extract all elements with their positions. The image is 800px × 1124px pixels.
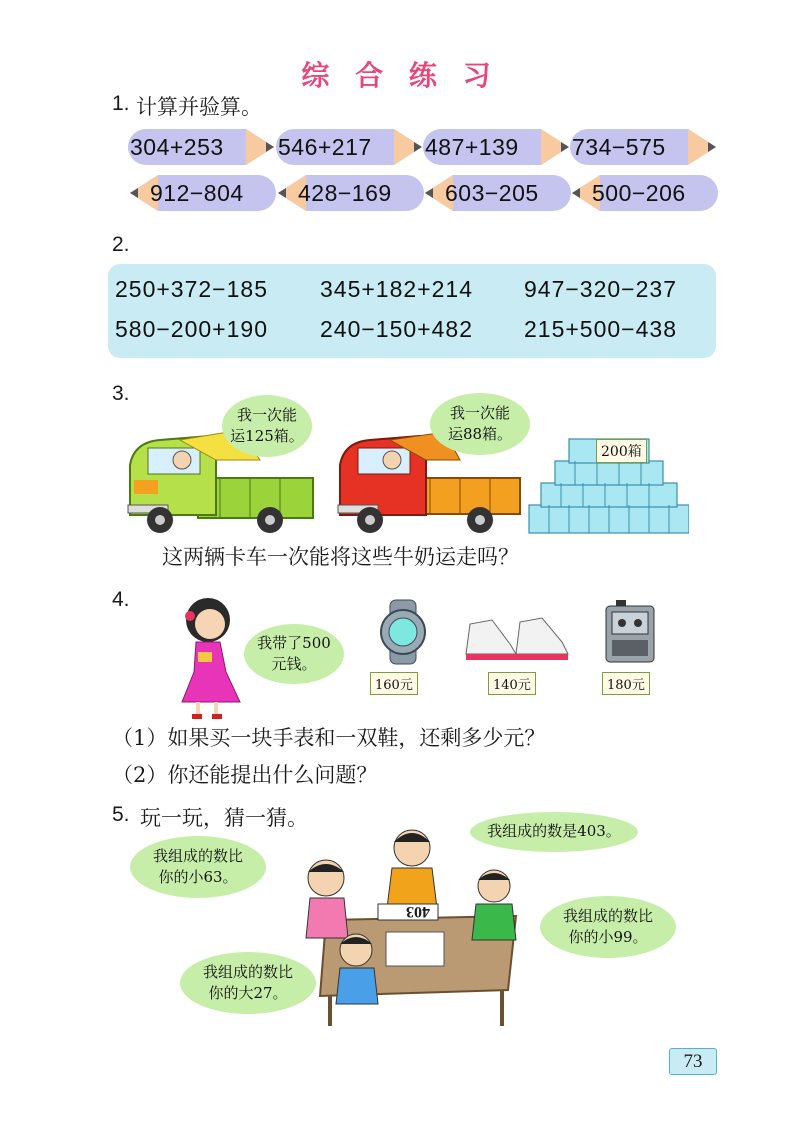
q2-expr: 215+500−438 — [524, 316, 677, 342]
cassette-player-icon — [602, 598, 660, 664]
table-number-cards: 403 — [406, 903, 430, 920]
right-speech-bubble: 我组成的数比 你的小99。 — [540, 896, 676, 958]
pencil-expression: 487+139 — [425, 134, 519, 160]
q2-expression-box — [108, 264, 716, 358]
q1-number: 1. — [112, 92, 130, 115]
q5-text: 玩一玩，猜一猜。 — [140, 806, 308, 830]
girl-speech-bubble: 我带了500 元钱。 — [244, 624, 344, 684]
truck2-speech-bubble: 我一次能 运88箱。 — [430, 393, 530, 455]
q1-text: 计算并验算。 — [136, 95, 262, 119]
q2-expr: 250+372−185 — [115, 276, 268, 302]
q3-question: 这两辆卡车一次能将这些牛奶运走吗？ — [162, 545, 519, 569]
bottom-speech-bubble: 我组成的数比 你的大27。 — [180, 952, 316, 1014]
shoes-price-tag: 140元 — [488, 672, 536, 695]
q5-number: 5. — [112, 803, 130, 826]
q4-subquestion-1: （1）如果买一块手表和一双鞋，还剩多少元？ — [112, 726, 546, 750]
pencil-expression: 546+217 — [278, 134, 372, 160]
pencil-exercise — [570, 175, 718, 211]
children-at-table-illustration — [286, 820, 532, 1030]
q2-expr: 240−150+482 — [320, 316, 473, 342]
top-speech-bubble: 我组成的数是403。 — [470, 812, 638, 852]
pencil-exercise — [570, 129, 718, 165]
q2-expr: 947−320−237 — [524, 276, 677, 302]
pencil-exercise — [276, 129, 424, 165]
pencil-expression: 428−169 — [298, 180, 392, 206]
page-title: 综 合 练 习 — [301, 59, 499, 92]
shoes-icon — [462, 610, 570, 662]
q2-number: 2. — [112, 233, 130, 256]
truck1-speech-bubble: 我一次能 运125箱。 — [222, 395, 312, 457]
page-number: 73 — [669, 1048, 717, 1075]
pencil-exercise — [423, 175, 571, 211]
pencil-expression: 912−804 — [150, 180, 244, 206]
pencil-expression: 304+253 — [130, 134, 224, 160]
watch-price-tag: 160元 — [370, 672, 418, 695]
girl-illustration — [168, 592, 248, 720]
q3-number: 3. — [112, 382, 130, 405]
q2-expr: 580−200+190 — [115, 316, 268, 342]
pencil-exercise — [128, 175, 276, 211]
player-price-tag: 180元 — [602, 672, 650, 695]
box-count-label: 200箱 — [596, 439, 647, 463]
left-speech-bubble: 我组成的数比 你的小63。 — [130, 836, 266, 898]
q2-expr: 345+182+214 — [320, 276, 473, 302]
pencil-expression: 500−206 — [592, 180, 686, 206]
pencil-expression: 603−205 — [445, 180, 539, 206]
pencil-exercise — [128, 129, 276, 165]
pencil-exercise — [423, 129, 571, 165]
watch-icon — [372, 598, 436, 666]
pencil-expression: 734−575 — [572, 134, 666, 160]
q4-subquestion-2: （2）你还能提出什么问题？ — [112, 763, 378, 787]
q4-number: 4. — [112, 588, 130, 611]
pencil-exercise — [276, 175, 424, 211]
